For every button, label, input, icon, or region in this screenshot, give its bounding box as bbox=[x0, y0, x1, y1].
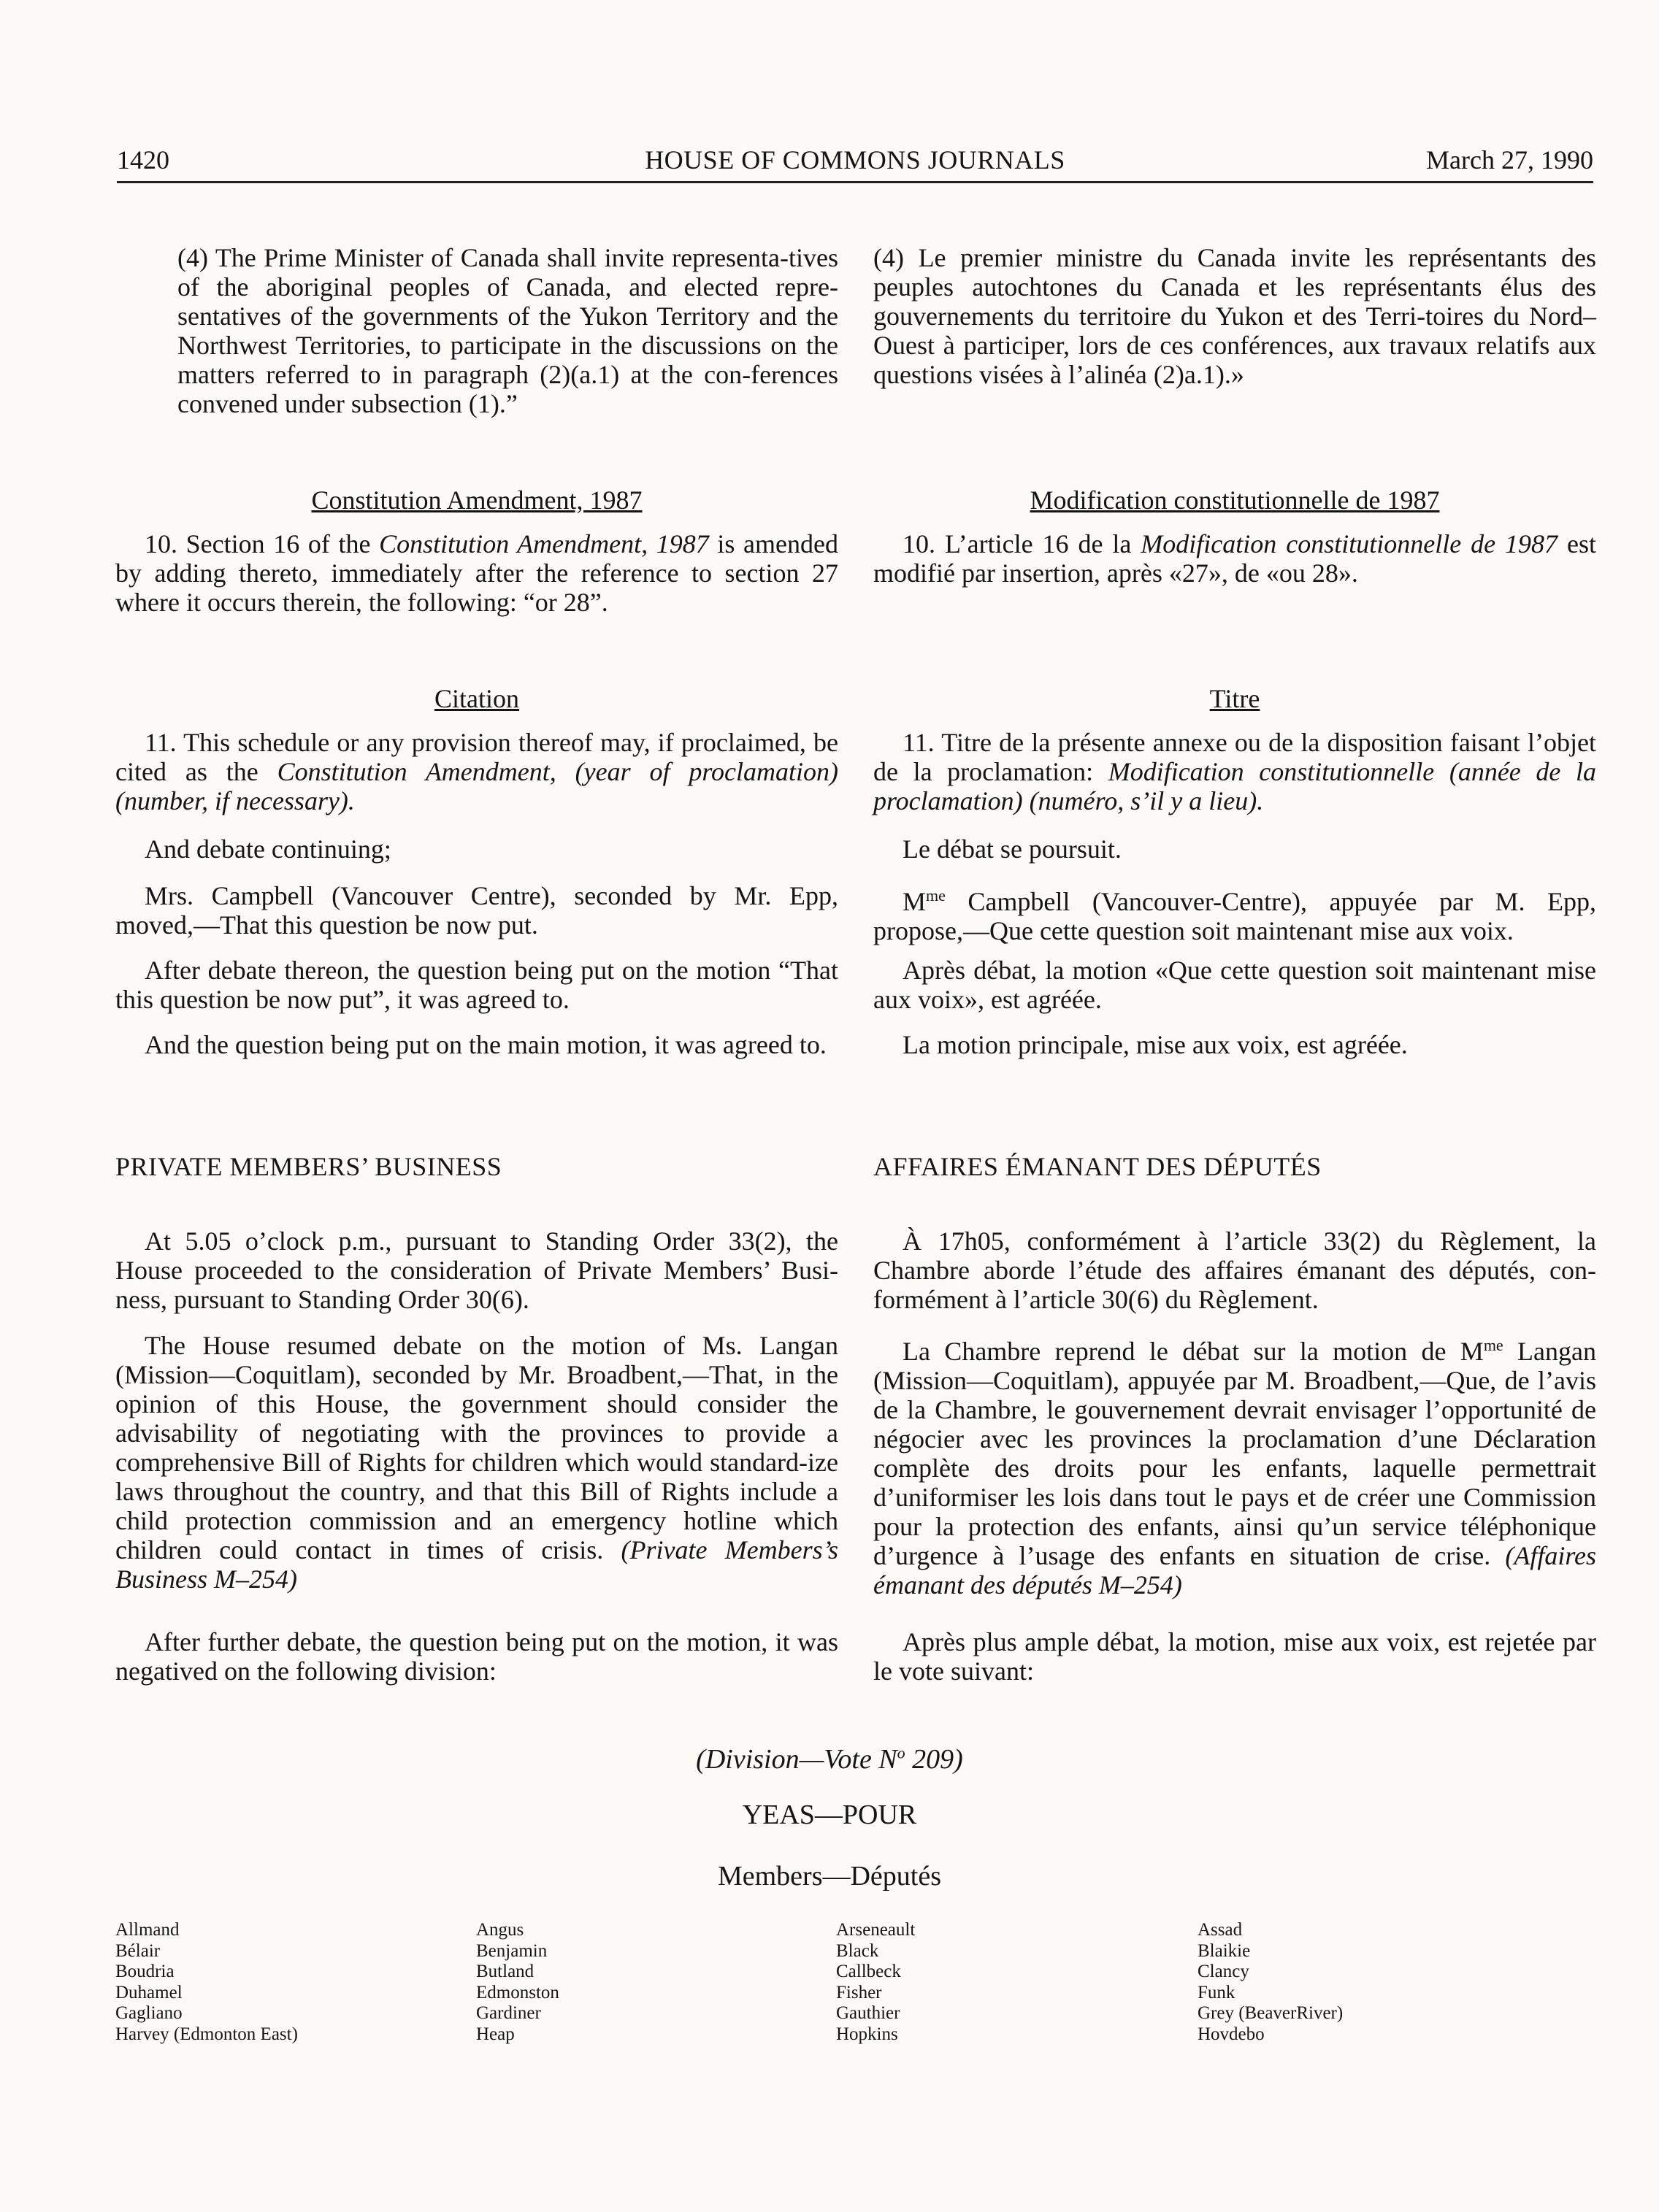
fr-section-10: 10. L’article 16 de la Modification constitutionnelle de 1987 est modifié par insertion, après «27», de «ou 28». bbox=[873, 529, 1596, 588]
en-at-505: At 5.05 o’clock p.m., pursuant to Standing Order 33(2), the House proceeded to the consideration of Private Members’ Busi-ness, pursuant to Standing Order 30(6). bbox=[115, 1226, 838, 1314]
member-name: Benjamin bbox=[476, 1940, 548, 1961]
member-name: Heap bbox=[476, 2024, 515, 2044]
member-name: Fisher bbox=[836, 1982, 882, 2002]
fr-heading-affaires: AFFAIRES ÉMANANT DES DÉPUTÉS bbox=[873, 1152, 1322, 1181]
member-name: Allmand bbox=[115, 1920, 180, 1940]
member-name: Gagliano bbox=[115, 2003, 183, 2023]
member-name: Gauthier bbox=[836, 2003, 900, 2023]
members-column-2 bbox=[476, 1920, 827, 2045]
member-name: Duhamel bbox=[115, 1982, 183, 2002]
members-column-3 bbox=[836, 1920, 1187, 2045]
division-label: (Division—Vote $N^o$ 209) bbox=[696, 1743, 963, 1775]
fr-after-debate: Après débat, la motion «Que cette question soit maintenant mise aux voix», est agréée. bbox=[873, 956, 1596, 1014]
fr-heading-amendment: Modification constitutionnelle de 1987 bbox=[1030, 485, 1440, 515]
en-heading-private-members: PRIVATE MEMBERS’ BUSINESS bbox=[115, 1152, 502, 1181]
fr-heading-titre: Titre bbox=[1209, 684, 1260, 713]
en-heading-amendment: Constitution Amendment, 1987 bbox=[311, 485, 643, 515]
member-name: Funk bbox=[1198, 1982, 1235, 2002]
fr-campbell-motion: $M^{me}$ Campbell (Vancouver-Centre), appuyée par M. Epp, propose,—Que cette question soit maintenant mise aux voix. bbox=[873, 886, 1596, 945]
member-name: Hopkins bbox=[836, 2024, 898, 2044]
fr-main-motion: La motion principale, mise aux voix, est agréée. bbox=[903, 1030, 1408, 1059]
member-name: Black bbox=[836, 1940, 879, 1961]
member-name: Angus bbox=[476, 1920, 524, 1940]
fr-debate-continuing: Le débat se poursuit. bbox=[903, 834, 1122, 864]
member-name: Harvey (Edmonton East) bbox=[115, 2024, 298, 2044]
member-name: Boudria bbox=[115, 1962, 175, 1981]
member-name: Hovdebo bbox=[1198, 2024, 1265, 2044]
en-resumed-debate: The House resumed debate on the motion of Ms. Langan (Mission—Coquitlam), seconded by Mr. Broadbent,—That, in the opinion of this House, the government should consider the advisability of negotiating with the provinces to provide a comprehensive Bill of Rights for children which would standard-ize laws throughout the country, and that this Bill of Rights include a child protection commission and an emergency hotline which children could contact in times of crisis. (Private Members’s Business M–254) bbox=[115, 1331, 838, 1594]
journal-title: HOUSE OF COMMONS JOURNALS bbox=[645, 145, 1065, 174]
member-name: Butland bbox=[476, 1962, 535, 1981]
fr-further-debate: Après plus ample débat, la motion, mise aux voix, est rejetée par le vote suivant: bbox=[873, 1627, 1596, 1686]
en-after-debate: After debate thereon, the question being put on the motion “That this question be now put”, it was agreed to. bbox=[115, 956, 838, 1014]
en-further-debate: After further debate, the question being put on the motion, it was negatived on the following division: bbox=[115, 1627, 838, 1686]
yeas-heading: YEAS—POUR bbox=[742, 1800, 917, 1830]
member-name: Bélair bbox=[115, 1940, 161, 1961]
members-heading: Members—Députés bbox=[717, 1861, 942, 1892]
member-name: Blaikie bbox=[1198, 1940, 1251, 1961]
member-name: Assad bbox=[1198, 1920, 1243, 1940]
fr-resumed-debate: La Chambre reprend le débat sur la motion de $M^{me}$ Langan (Mission—Coquitlam), appuyée par M. Broadbent,—Que, de l’avis de la Chambre, le gouvernement devrait envisager l’opportunité de négocier avec les provinces la proclamation d’une Déclaration complète des droits pour les enfants, laquelle permettrait d’uniformiser les lois dans tout le pays et de créer une Commission pour la protection des enfants, ainsi qu’un service téléphonique d’urgence à l’usage des enfants en situation de crise. (Affaires émanant des députés M–254) bbox=[873, 1336, 1596, 1600]
member-name: Clancy bbox=[1198, 1962, 1249, 1981]
page-number: 1420 bbox=[117, 145, 169, 174]
members-column-4 bbox=[1198, 1920, 1548, 2045]
fr-at-1705: À 17h05, conformément à l’article 33(2) du Règlement, la Chambre aborde l’étude des affaires émanant des députés, con-formément à l’article 30(6) du Règlement. bbox=[873, 1226, 1596, 1314]
en-campbell-motion: Mrs. Campbell (Vancouver Centre), seconded by Mr. Epp, moved,—That this question be now put. bbox=[115, 881, 838, 940]
fr-paragraph-4: (4) Le premier ministre du Canada invite les représentants des peuples autochtones du Canada et les représentants élus des gouvernements du territoire du Yukon et des Terri-toires du Nord–Ouest à participer, lors de ces conférences, aux travaux relatifs aux questions visées à l’alinéa (2)a.1).» bbox=[873, 243, 1596, 389]
fr-section-11: 11. Titre de la présente annexe ou de la disposition faisant l’objet de la proclamation: Modification constitutionnelle (année de la proclamation) (numéro, s’il y a lieu). bbox=[873, 728, 1596, 815]
member-name: Gardiner bbox=[476, 2003, 541, 2023]
en-heading-citation: Citation bbox=[434, 684, 519, 713]
journal-date: March 27, 1990 bbox=[1426, 145, 1593, 174]
running-head bbox=[117, 145, 1593, 183]
en-main-motion: And the question being put on the main motion, it was agreed to. bbox=[145, 1030, 827, 1059]
members-column-1 bbox=[115, 1920, 466, 2045]
member-name: Callbeck bbox=[836, 1962, 901, 1981]
en-debate-continuing: And debate continuing; bbox=[145, 834, 391, 864]
member-name: Arseneault bbox=[836, 1920, 916, 1940]
member-name: Edmonston bbox=[476, 1982, 559, 2002]
en-paragraph-4: (4) The Prime Minister of Canada shall invite representa-tives of the aboriginal peoples of Canada, and elected repre-sentatives of the governments of the Yukon Territory and the Northwest Territories, to participate in the discussions on the matters referred to in paragraph (2)(a.1) at the con-ferences convened under subsection (1).” bbox=[177, 243, 838, 418]
en-section-11: 11. This schedule or any provision thereof may, if proclaimed, be cited as the Constitution Amendment, (year of proclamation) (number, if necessary). bbox=[115, 728, 838, 815]
member-name: Grey (BeaverRiver) bbox=[1198, 2003, 1344, 2023]
en-section-10: 10. Section 16 of the Constitution Amendment, 1987 is amended by adding thereto, immediately after the reference to section 27 where it occurs therein, the following: “or 28”. bbox=[115, 529, 838, 617]
